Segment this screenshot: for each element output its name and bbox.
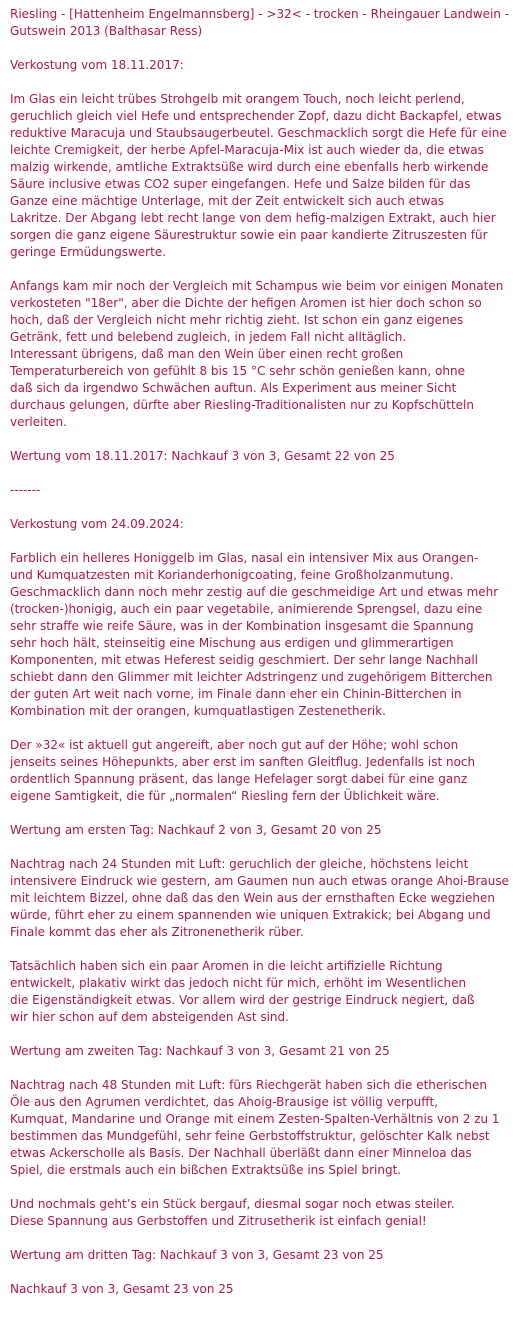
tasting-paragraph: Im Glas ein leicht trübes Strohgelb mit orangem Touch, noch leicht perlend, geruchlich gleich viel Hefe und entsprechender Zopf, dazu dicht Backapfel, etwas reduktive Maracuja und Staubsaugerbeutel. Geschmacklich sorgt die Hefe für eine leichte Cremigkeit, der herbe Apfel-Maracuja-Mix ist auch wieder da, die etwas malzig wirkende, amtliche Extraktsüße wird durch eine ebenfalls herb wirkende Säure inclusive etwas CO2 super eingefangen. Hefe und Salze bilden für das Ganze eine mächtige Unterlage, mit der Zeit entwickelt sich auch etwas Lakritze. Der Abgang lebt recht lange von dem hefig-malzigen Extrakt, auch hier sorgen die ganz eigene Säurestruktur sowie ein paar kandierte Zitruszesten für geringe Ermüdungswerte.: [10, 92, 507, 259]
tasting-paragraph: Nachtrag nach 24 Stunden mit Luft: geruchlich der gleiche, höchstens leicht intensivere Eindruck wie gestern, am Gaumen nun auch etwas orange Ahoi-Brause mit leichtem Bizzel, ohne daß das den Wein aus der ernsthaften Ecke wegziehen würde, führt eher zu einem spannenden wie uniquen Extrakick; bei Abgang und Finale kommt das eher als Zitronenetherik rüber.: [10, 857, 509, 939]
tasting-paragraph: Anfangs kam mir noch der Vergleich mit Schampus wie beim vor einigen Monaten verkosteten "18er", aber die Dichte der hefigen Aromen ist hier doch schon so hoch, daß der Vergleich nicht mehr richtig zieht. Ist schon ein ganz eigenes Getränk, fett und belebend zugleich, in jedem Fall nicht alltäglich. Interessant übrigens, daß man den Wein über einen recht großen Temperaturbereich von gefühlt 8 bis 15 °C sehr schön genießen kann, ohne daß sich da irgendwo Schwächen auftun. Als Experiment aus meiner Sicht durchaus gelungen, dürfte aber Riesling-Traditionalisten nur zu Kopfschütteln verleiten.: [10, 279, 504, 429]
rating-line: Wertung am dritten Tag: Nachkauf 3 von 3, Gesamt 23 von 25: [10, 1248, 384, 1262]
tasting-paragraph: Farblich ein helleres Honiggelb im Glas, nasal ein intensiver Mix aus Orangen- und Kumquatzesten mit Korianderhonigcoating, feine Großholzanmutung. Geschmacklich dann noch mehr zestig auf die geschmeidige Art und etwas mehr (trocken-)honigig, auch ein paar vegetabile, animierende Sprengsel, dazu eine sehr straffe wie reife Säure, was in der Kombination insgesamt die Spannung sehr hoch hält, steinseitig eine Mischung aus erdigen und glimmerartigen Komponenten, mit etwas Heferest seidig geschmiert. Der sehr lange Nachhall schiebt dann den Glimmer mit leichter Adstringenz und zugehörigem Bitterchen der guten Art weit nach vorne, im Finale dann eher ein Chinin-Bitterchen in Kombination mit der orangen, kumquatlastigen Zestenetherik.: [10, 551, 499, 718]
tasting-paragraph: Der »32« ist aktuell gut angereift, aber noch gut auf der Höhe; wohl schon jenseits seines Höhepunkts, aber erst im sanften Gleitflug. Jedenfalls ist noch ordentlich Spannung präsent, das lange Hefelager sorgt dabei für eine ganz eigene Samtigkeit, die für „normalen“ Riesling fern der Üblichkeit wäre.: [10, 738, 476, 803]
rating-line: Wertung am zweiten Tag: Nachkauf 3 von 3, Gesamt 21 von 25: [10, 1044, 390, 1058]
rating-line: Wertung vom 18.11.2017: Nachkauf 3 von 3, Gesamt 22 von 25: [10, 449, 395, 463]
tasting-date-heading: Verkostung vom 18.11.2017:: [10, 58, 184, 72]
tasting-paragraph: Und nochmals geht’s ein Stück bergauf, diesmal sogar noch etwas steiler. Diese Spannung aus Gerbstoffen und Zitrusetherik ist einfach genial!: [10, 1197, 455, 1228]
wine-title: Riesling - [Hattenheim Engelmannsberg] - >32< - trocken - Rheingauer Landwein - Gutswein 2013 (Balthasar Ress): [10, 7, 510, 38]
separator-line: -------: [10, 483, 41, 497]
tasting-date-heading: Verkostung vom 24.09.2024:: [10, 517, 184, 531]
tasting-paragraph: Nachtrag nach 48 Stunden mit Luft: fürs Riechgerät haben sich die etherischen Öle aus den Agrumen verdichtet, das Ahoig-Brausige ist völlig verpufft, Kumquat, Mandarine und Orange mit einem Zesten-Spalten-Verhältnis von 2 zu 1 bestimmen das Mundgefühl, sehr feine Gerbstoffstruktur, gelöschter Kalk nebst etwas Ackerscholle als Basis. Der Nachhall überläßt dann einer Minneloa das Spiel, die erstmals auch ein bißchen Extraktsüße ins Spiel bringt.: [10, 1078, 500, 1177]
rating-line: Wertung am ersten Tag: Nachkauf 2 von 3, Gesamt 20 von 25: [10, 823, 382, 837]
tasting-paragraph: Tatsächlich haben sich ein paar Aromen in die leicht artifizielle Richtung entwickelt, plakativ wirkt das jedoch nicht für mich, erhöht im Wesentlichen die Eigenständigkeit etwas. Vor allem wird der gestrige Eindruck negiert, daß wir hier schon auf dem absteigenden Ast sind.: [10, 959, 475, 1024]
final-rating-line: Nachkauf 3 von 3, Gesamt 23 von 25: [10, 1282, 234, 1296]
